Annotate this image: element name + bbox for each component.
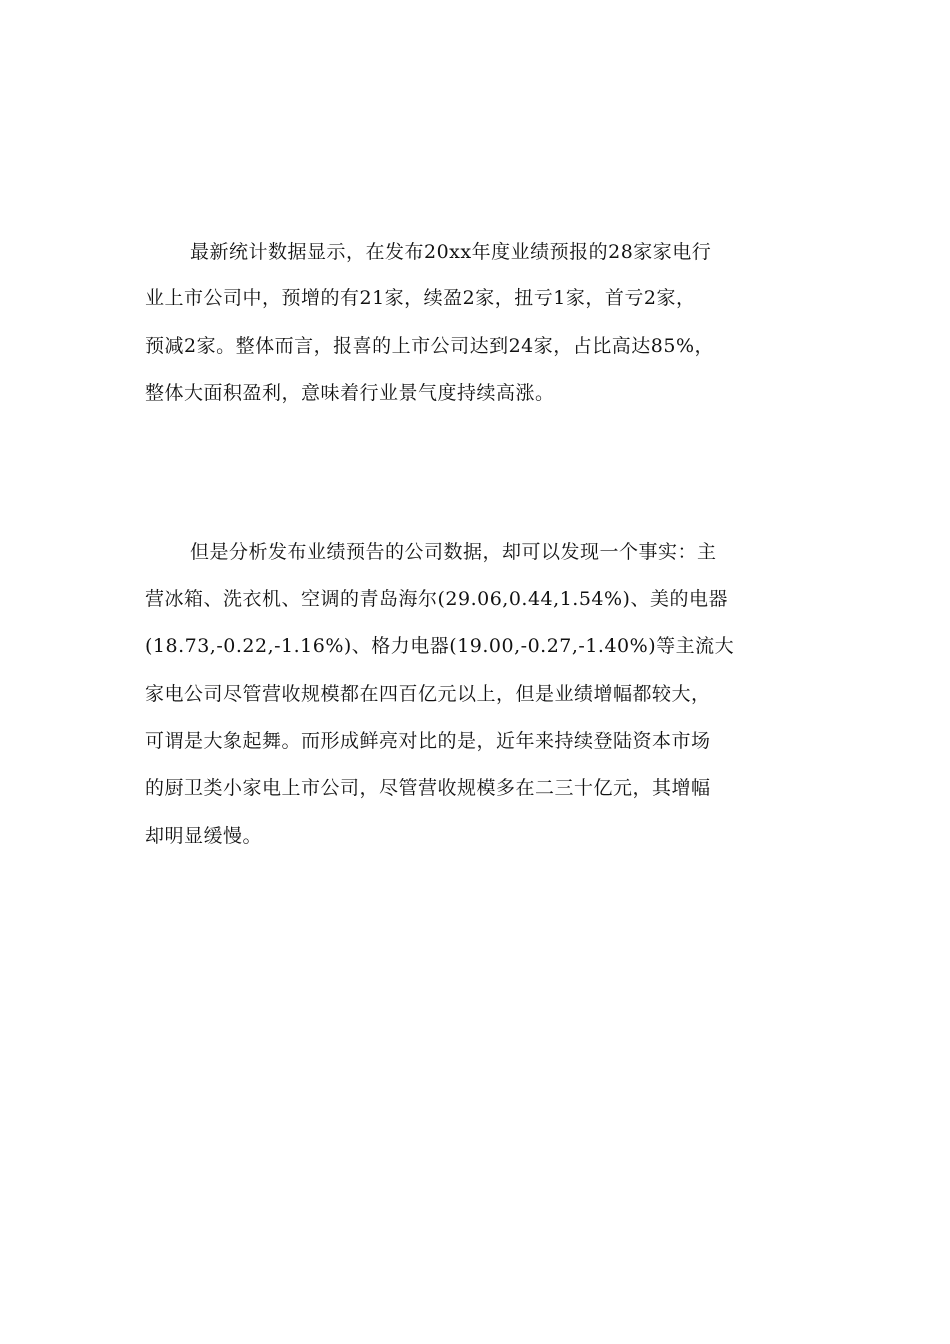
paragraph-1-line-3: 预减2家。整体而言，报喜的上市公司达到24家，占比高达85%，: [145, 335, 714, 357]
paragraph-2-line-3: (18.73,-0.22,-1.16%)、格力电器(19.00,-0.27,-1.40%)等主流大: [145, 635, 735, 657]
paragraph-1-line-4: 整体大面积盈利，意味着行业景气度持续高涨。: [145, 382, 555, 404]
paragraph-1-line-1: 最新统计数据显示，在发布20xx年度业绩预报的28家家电行: [190, 241, 712, 263]
paragraph-2-line-1: 但是分析发布业绩预告的公司数据，却可以发现一个事实：主: [190, 541, 717, 563]
paragraph-2-line-2: 营冰箱、洗衣机、空调的青岛海尔(29.06,0.44,1.54%)、美的电器: [145, 588, 728, 610]
paragraph-2-line-6: 的厨卫类小家电上市公司，尽管营收规模多在二三十亿元，其增幅: [145, 777, 711, 799]
paragraph-2-line-7: 却明显缓慢。: [145, 825, 263, 847]
paragraph-2-line-4: 家电公司尽管营收规模都在四百亿元以上，但是业绩增幅都较大，: [145, 683, 711, 705]
paragraph-1-line-2: 业上市公司中，预增的有21家，续盈2家，扭亏1家，首亏2家，: [145, 287, 696, 309]
paragraph-2-line-5: 可谓是大象起舞。而形成鲜亮对比的是，近年来持续登陆资本市场: [145, 730, 711, 752]
